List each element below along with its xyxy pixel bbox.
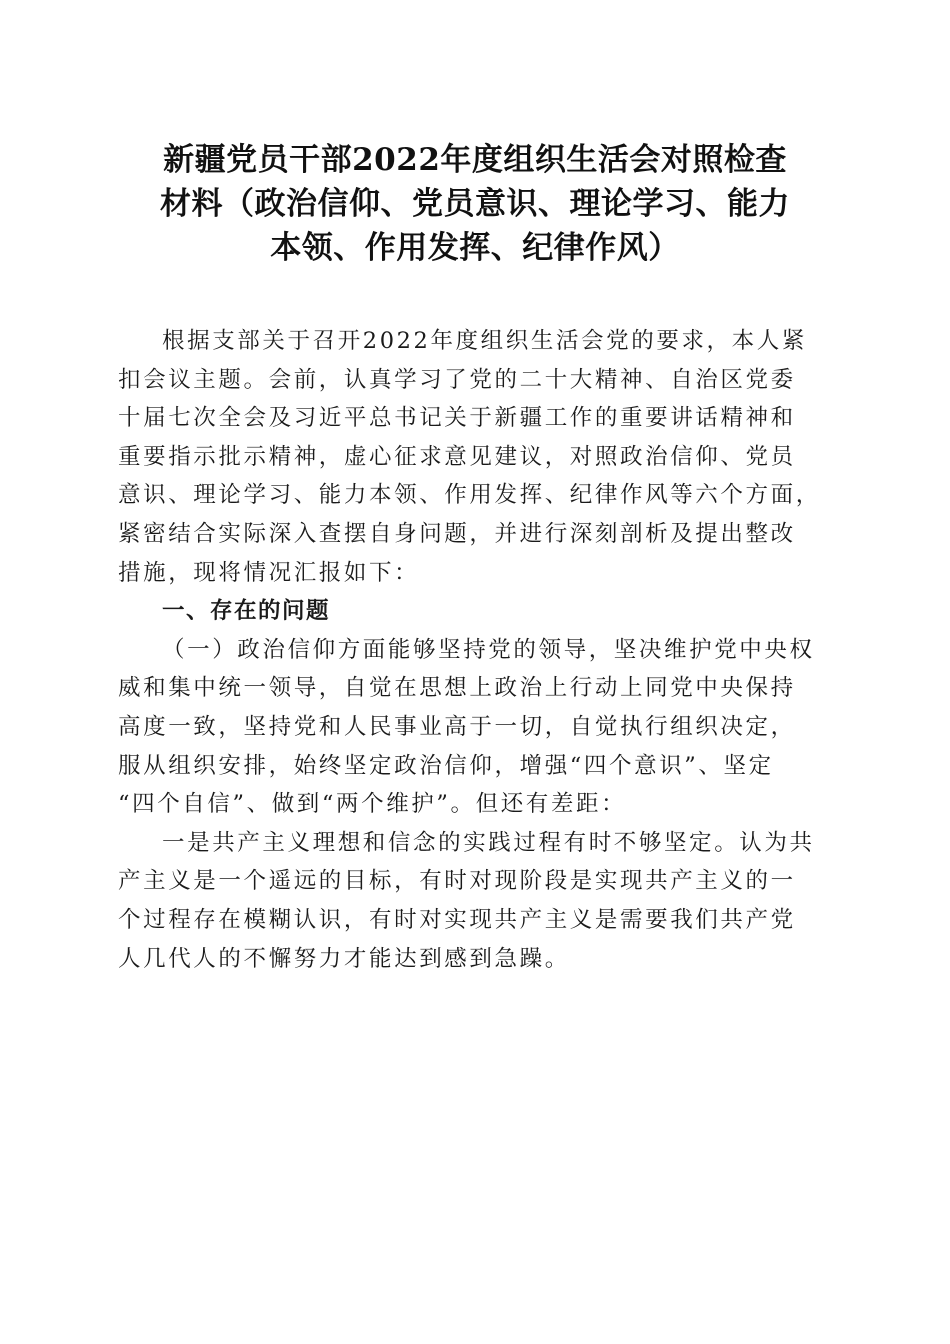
paragraph-line: （一）政治信仰方面能够坚持党的领导，坚决维护党中央权 [162,636,815,663]
paragraph-line: 个过程存在模糊认识，有时对实现共产主义是需要我们共产党 [118,906,796,933]
paragraph-line: 产主义是一个遥远的目标，有时对现阶段是实现共产主义的一 [118,868,796,895]
title-line: 材料（政治信仰、党员意识、理论学习、能力 [160,186,790,222]
paragraph-line: 人几代人的不懈努力才能达到感到急躁。 [118,945,570,972]
paragraph-line: 十届七次全会及习近平总书记关于新疆工作的重要讲话精神和 [118,405,796,432]
point-paragraph [118,824,834,978]
paragraph-line: 一是共产主义理想和信念的实践过程有时不够坚定。认为共 [162,829,815,856]
subsection-paragraph [118,631,834,824]
paragraph-line: 威和集中统一领导，自觉在思想上政治上行动上同党中央保持 [118,675,796,702]
paragraph-line: 扣会议主题。会前，认真学习了党的二十大精神、自治区党委 [118,366,796,393]
paragraph-line: 服从组织安排，始终坚定政治信仰，增强“四个意识”、坚定 [118,752,774,779]
intro-paragraph [118,322,834,592]
paragraph-line: 措施，现将情况汇报如下： [118,559,420,586]
paragraph-line: “四个自信”、做到“两个维护”。但还有差距： [118,791,627,818]
document-title [118,138,832,270]
document-body [118,322,834,978]
paragraph-line: 意识、理论学习、能力本领、作用发挥、纪律作风等六个方面， [118,482,821,509]
section-heading: 一、存在的问题 [162,598,331,625]
title-line: 新疆党员干部2022年度组织生活会对照检查 [163,142,787,178]
paragraph-line: 根据支部关于召开2022年度组织生活会党的要求，本人紧 [162,328,807,354]
paragraph-line: 重要指示批示精神，虚心征求意见建议，对照政治信仰、党员 [118,443,796,470]
paragraph-line: 高度一致，坚持党和人民事业高于一切，自觉执行组织决定， [118,713,796,740]
title-line: 本领、作用发挥、纪律作风） [270,230,680,266]
paragraph-line: 紧密结合实际深入查摆自身问题，并进行深刻剖析及提出整改 [118,520,796,547]
